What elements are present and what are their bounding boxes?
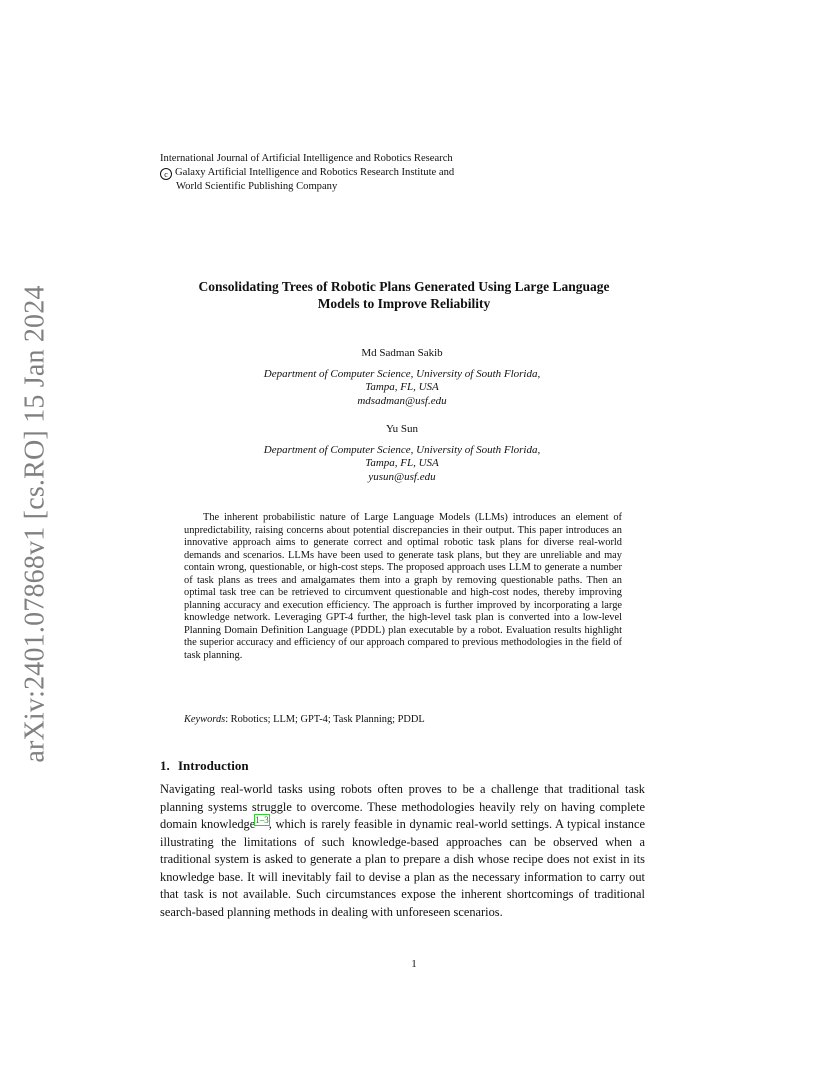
copyright-icon: c — [160, 168, 172, 180]
citation-link[interactable]: 1–3 — [255, 814, 269, 825]
author-block-1 — [180, 347, 624, 408]
author-location: Tampa, FL, USA — [365, 457, 439, 469]
keywords-label: Keywords — [184, 714, 226, 725]
paper-title — [150, 278, 658, 312]
author-block-2 — [180, 423, 624, 484]
author-email: yusun@usf.edu — [368, 470, 436, 483]
paper-title-line1: Consolidating Trees of Robotic Plans Generated Using Large Language — [198, 279, 610, 294]
arxiv-stamp — [4, 285, 68, 763]
paper-title-line2: Models to Improve Reliability — [317, 296, 491, 311]
author-location: Tampa, FL, USA — [365, 381, 439, 393]
author-name: Yu Sun — [385, 423, 419, 435]
section-title: Introduction — [178, 758, 249, 773]
intro-text-end: , which is rarely feasible in dynamic real-world settings. A typical instance illustrating the limitations of such knowledge-based approaches can be observed when a traditional system is asked to generate a plan to prepare a dish whose recipe does not exist in its knowledge base. It will inevitably fail to devise a plan as the necessary information to carry out that task is not available. Such circumstances expose the inherent shortcomings of traditional search-based planning methods in dealing with unforeseen scenarios. — [160, 817, 645, 919]
intro-text-start: Navigating real-world tasks using robots often proves to be a challenge that traditional task planning systems struggle to overcome. These methodologies heavily rely on having complete domain knowledge — [160, 782, 645, 831]
author-department: Department of Computer Science, University of South Florida, — [263, 443, 541, 456]
abstract: The inherent probabilistic nature of Large Language Models (LLMs) introduces an element of unpredictability, raising concerns about potential discrepancies in their output. This paper introduces an innovative approach aims to generate correct and optimal robotic task plans for diverse real-world demands and scenarios. LLMs have been used to generate task plans, but they are unreliable and may contain wrong, questionable, or high-cost steps. The proposed approach uses LLM to generate a number of task plans as trees and amalgamates them into a graph by removing questionable paths. Then an optimal task tree can be retrieved to circumvent questionable and high-cost nodes, thereby improving planning accuracy and execution efficiency. The approach is further improved by incorporating a large knowledge network. Leveraging GPT-4 further, the high-level task plan is converted into a low-level Planning Domain Definition Language (PDDL) plan executable by a robot. Evaluation results highlight the superior accuracy and efficiency of our approach compared to previous methodologies in the field of task planning. — [184, 512, 622, 662]
author-email: mdsadman@usf.edu — [357, 394, 447, 407]
author-department: Department of Computer Science, University of South Florida, — [263, 367, 541, 380]
arxiv-identifier: arXiv:2401.07868v1 [cs.RO] 15 Jan 2024 — [20, 285, 52, 763]
section-heading — [160, 758, 249, 774]
page-number: 1 — [411, 958, 417, 970]
author-name: Md Sadman Sakib — [361, 347, 443, 359]
journal-publisher-line — [160, 166, 580, 180]
keywords-values: : Robotics; LLM; GPT-4; Task Planning; PDDL — [225, 714, 425, 725]
journal-publisher-cont: World Scientific Publishing Company — [176, 180, 338, 192]
intro-paragraph — [160, 781, 645, 921]
section-number: 1. — [160, 758, 170, 773]
journal-name: International Journal of Artificial Intelligence and Robotics Research — [160, 153, 453, 164]
keywords — [184, 713, 622, 726]
journal-publisher: Galaxy Artificial Intelligence and Robotics Research Institute and — [175, 166, 455, 178]
journal-header — [160, 152, 580, 193]
